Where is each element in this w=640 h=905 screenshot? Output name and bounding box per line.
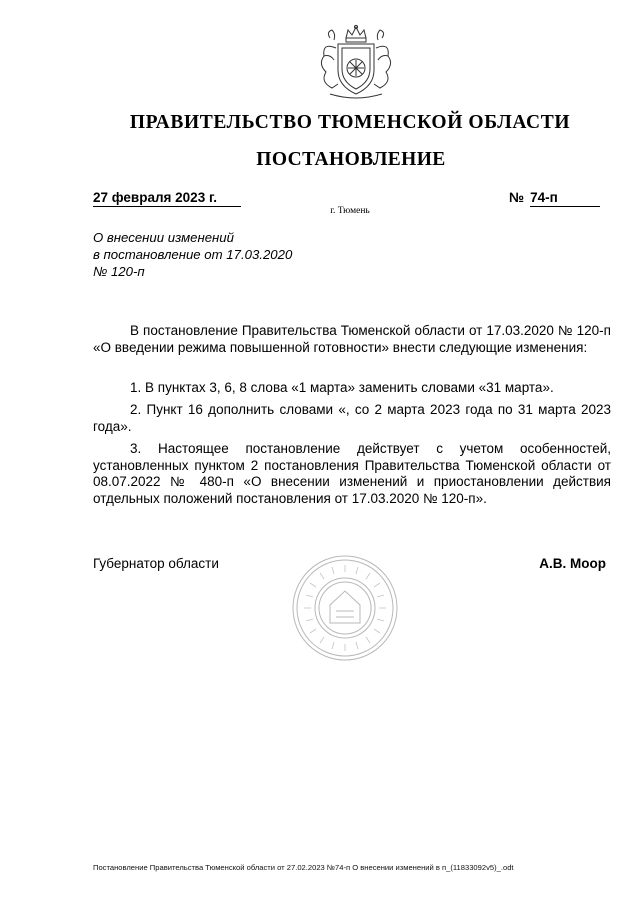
body-paragraph: 1. В пунктах 3, 6, 8 слова «1 марта» заменить словами «31 марта».	[130, 380, 554, 395]
document-number	[509, 190, 600, 207]
subject-line: № 120-п	[93, 264, 145, 279]
document-date: 27 февраля 2023 г.	[93, 190, 241, 207]
signer-title: Губернатор области	[93, 556, 219, 571]
subject-line: О внесении изменений	[93, 230, 234, 245]
document-subject	[93, 229, 292, 280]
document-type-title: ПОСТАНОВЛЕНИЕ	[256, 149, 446, 170]
number-value: 74-п	[530, 190, 600, 207]
body-paragraph: 3. Настоящее постановление действует с учетом особенностей, установленных пунктом 2 постановления Правительства Тюменской области от 08.07.2022 № 480-п «О внесении изменений и приостановлении действия отдельных положений постановления от 17.03.2020 № 120-п».	[93, 441, 611, 506]
government-title: ПРАВИТЕЛЬСТВО ТЮМЕНСКОЙ ОБЛАСТИ	[129, 112, 571, 133]
subject-line: в постановление от 17.03.2020	[93, 247, 293, 262]
official-seal-icon	[290, 553, 400, 663]
signer-name: А.В. Моор	[539, 556, 606, 571]
tyumen-coat-of-arms-icon	[308, 24, 404, 102]
body-paragraph: 2. Пункт 16 дополнить словами «, со 2 марта 2023 года по 31 марта 2023 года».	[93, 402, 611, 434]
number-sign: №	[509, 190, 525, 205]
footer-filename: Постановление Правительства Тюменской области от 27.02.2023 №74-п О внесении изменений в п_(11833092v5)_.odt	[93, 863, 514, 872]
body-paragraph: В постановление Правительства Тюменской области от 17.03.2020 № 120-п «О введении режима повышенной готовности» внести следующие изменения:	[93, 323, 611, 355]
city-label: г. Тюмень	[330, 206, 370, 216]
